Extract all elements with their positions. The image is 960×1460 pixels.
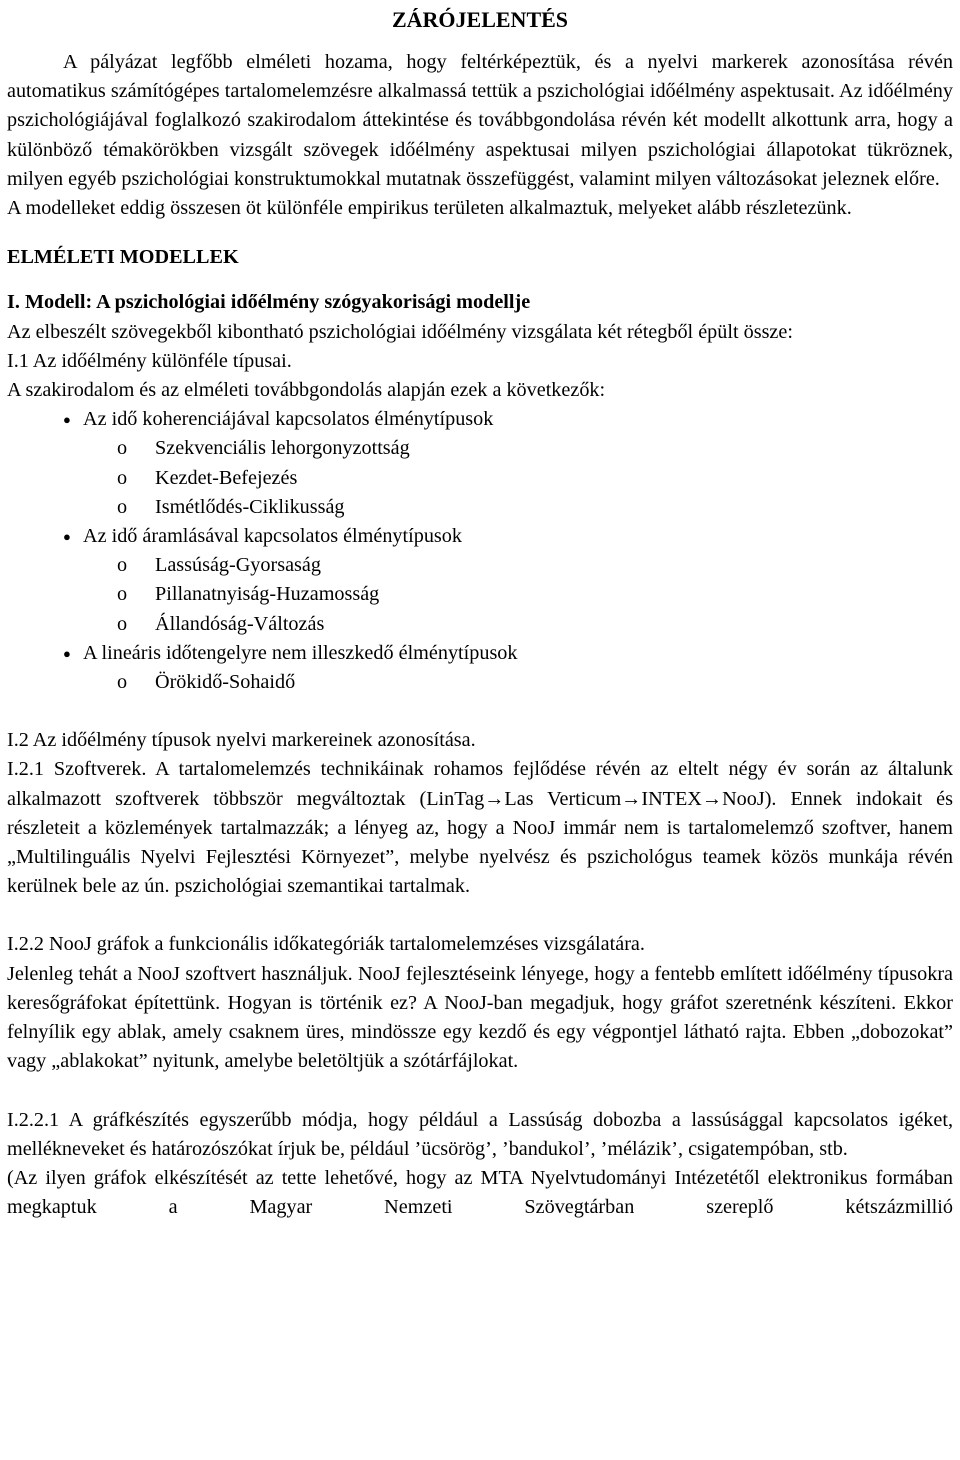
section-heading: ELMÉLETI MODELLEK	[7, 246, 239, 269]
sub-list	[83, 551, 953, 639]
sub-list-item	[117, 610, 953, 639]
spacer	[7, 901, 953, 930]
bullet-icon: ●	[63, 645, 71, 661]
subsection-heading: I.2.2 NooJ gráfok a funkcionális időkategóriák tartalomelemzéses vizsgálatára.	[7, 933, 645, 956]
sub-list-item-label: Állandóság-Változás	[155, 612, 325, 635]
circle-bullet-icon: o	[117, 495, 128, 518]
circle-bullet-icon: o	[117, 466, 128, 489]
sub-list-item	[117, 493, 953, 522]
list-item	[63, 522, 953, 639]
experience-type-list	[7, 405, 953, 697]
list-item-label: A lineáris időtengelyre nem illeszkedő élménytípusok	[83, 641, 518, 664]
list-item-label: Az idő áramlásával kapcsolatos élménytípusok	[83, 525, 462, 548]
circle-bullet-icon: o	[117, 671, 128, 694]
software-paragraph: I.2.1 Szoftverek. A tartalomelemzés technikáinak rohamos fejlődése révén az eltelt négy év során az általunk alkalmazott szoftverek többször megváltoztak (LinTag→Las Verticum→INTEX→NooJ). Ennek indokait és részleteit a közlemények tartalmazzák; a lényeg az, hogy a NooJ immár nem is tartalomelemző szoftver, hanem „Multilinguális Nyelvi Fejlesztési Környezet”, melybe nyelvész és pszichológus teamek közös munkája révén kerülnek bele az ún. pszichológiai szemantikai tartalmak.	[7, 758, 953, 898]
sub-list-item	[117, 464, 953, 493]
subsection-heading: I.1 Az időélmény különféle típusai.	[7, 349, 292, 372]
sub-list-item-label: Szekvenciális lehorgonyzottság	[155, 437, 410, 460]
sub-list-item	[117, 668, 953, 697]
intro-paragraph-2: A modelleket eddig összesen öt különféle empirikus területen alkalmaztuk, melyeket alább részletezünk.	[7, 197, 852, 220]
list-lead: A szakirodalom és az elméleti továbbgondolás alapján ezek a következők:	[7, 379, 606, 402]
circle-bullet-icon: o	[117, 437, 128, 460]
model1-heading: I. Modell: A pszichológiai időélmény szógyakorisági modellje	[7, 291, 531, 314]
graph-paragraph: I.2.2.1 A gráfkészítés egyszerűbb módja, hogy például a Lassúság dobozba a lassúsággal kapcsolatos igéket, mellékneveket és határozószókat írjuk be, például ’ücsörög’, ’bandukol’, ’mélázik’, csigatempóban, stb.	[7, 1108, 953, 1160]
spacer	[7, 697, 953, 726]
page-title: ZÁRÓJELENTÉS	[391, 7, 569, 32]
circle-bullet-icon: o	[117, 612, 128, 635]
sub-list-item-label: Kezdet-Befejezés	[155, 466, 298, 489]
list-item-label: Az idő koherenciájával kapcsolatos élménytípusok	[83, 408, 494, 431]
bullet-icon: ●	[63, 529, 71, 545]
bullet-icon: ●	[63, 412, 71, 428]
sub-list	[83, 434, 953, 522]
spacer	[7, 1077, 953, 1106]
closing-paragraph: (Az ilyen gráfok elkészítését az tette lehetővé, hogy az MTA Nyelvtudományi Intézetétől elektronikus formában megkaptuk a Magyar Nemzeti Szövegtárban szereplő kétszázmillió	[7, 1166, 953, 1219]
sub-list	[83, 668, 953, 697]
circle-bullet-icon: o	[117, 554, 128, 577]
model1-intro: Az elbeszélt szövegekből kibontható pszichológiai időélmény vizsgálata két rétegből épült össze:	[7, 320, 793, 343]
circle-bullet-icon: o	[117, 583, 128, 606]
sub-list-item	[117, 551, 953, 580]
list-item	[63, 405, 953, 522]
sub-list-item-label: Ismétlődés-Ciklikusság	[155, 495, 345, 518]
sub-list-item	[117, 434, 953, 463]
intro-paragraph: A pályázat legfőbb elméleti hozama, hogy feltérképeztük, és a nyelvi markerek azonosítása révén automatikus számítógépes tartalomelemzésre alkalmassá tettük a pszichológiai időélmény aspektusait. Az időélmény pszichológiájával foglalkozó szakirodalom áttekintése és továbbgondolása révén két modellt alkottunk arra, hogy a különböző témakörökben vizsgált szövegek időélmény aspektusai milyen pszichológiai állapotokat tükröznek, milyen egyéb pszichológiai konstruktumokkal mutatnak összefüggést, valamint milyen változásokat jeleznek előre.	[7, 51, 953, 190]
sub-list-item-label: Lassúság-Gyorsaság	[155, 554, 321, 577]
sub-list-item-label: Örökidő-Sohaidő	[155, 671, 296, 694]
list-item	[63, 639, 953, 697]
subsection-heading: I.2 Az időélmény típusok nyelvi markereinek azonosítása.	[7, 729, 476, 752]
sub-list-item-label: Pillanatnyiság-Huzamosság	[155, 583, 380, 606]
sub-list-item	[117, 580, 953, 609]
nooj-paragraph: Jelenleg tehát a NooJ szoftvert használjuk. NooJ fejlesztéseink lényege, hogy a fentebb említett időélmény típusokra keresőgráfokat építettünk. Hogyan is történik ez? A NooJ-ban megadjuk, hogy gráfot szeretnénk készíteni. Ekkor felnyílik egy ablak, amely csaknem üres, mindössze egy kezdő és egy végpontjel látható rajta. Ebben „dobozokat” vagy „ablakokat” nyitunk, amelybe beletöltjük a szótárfájlokat.	[7, 962, 953, 1073]
